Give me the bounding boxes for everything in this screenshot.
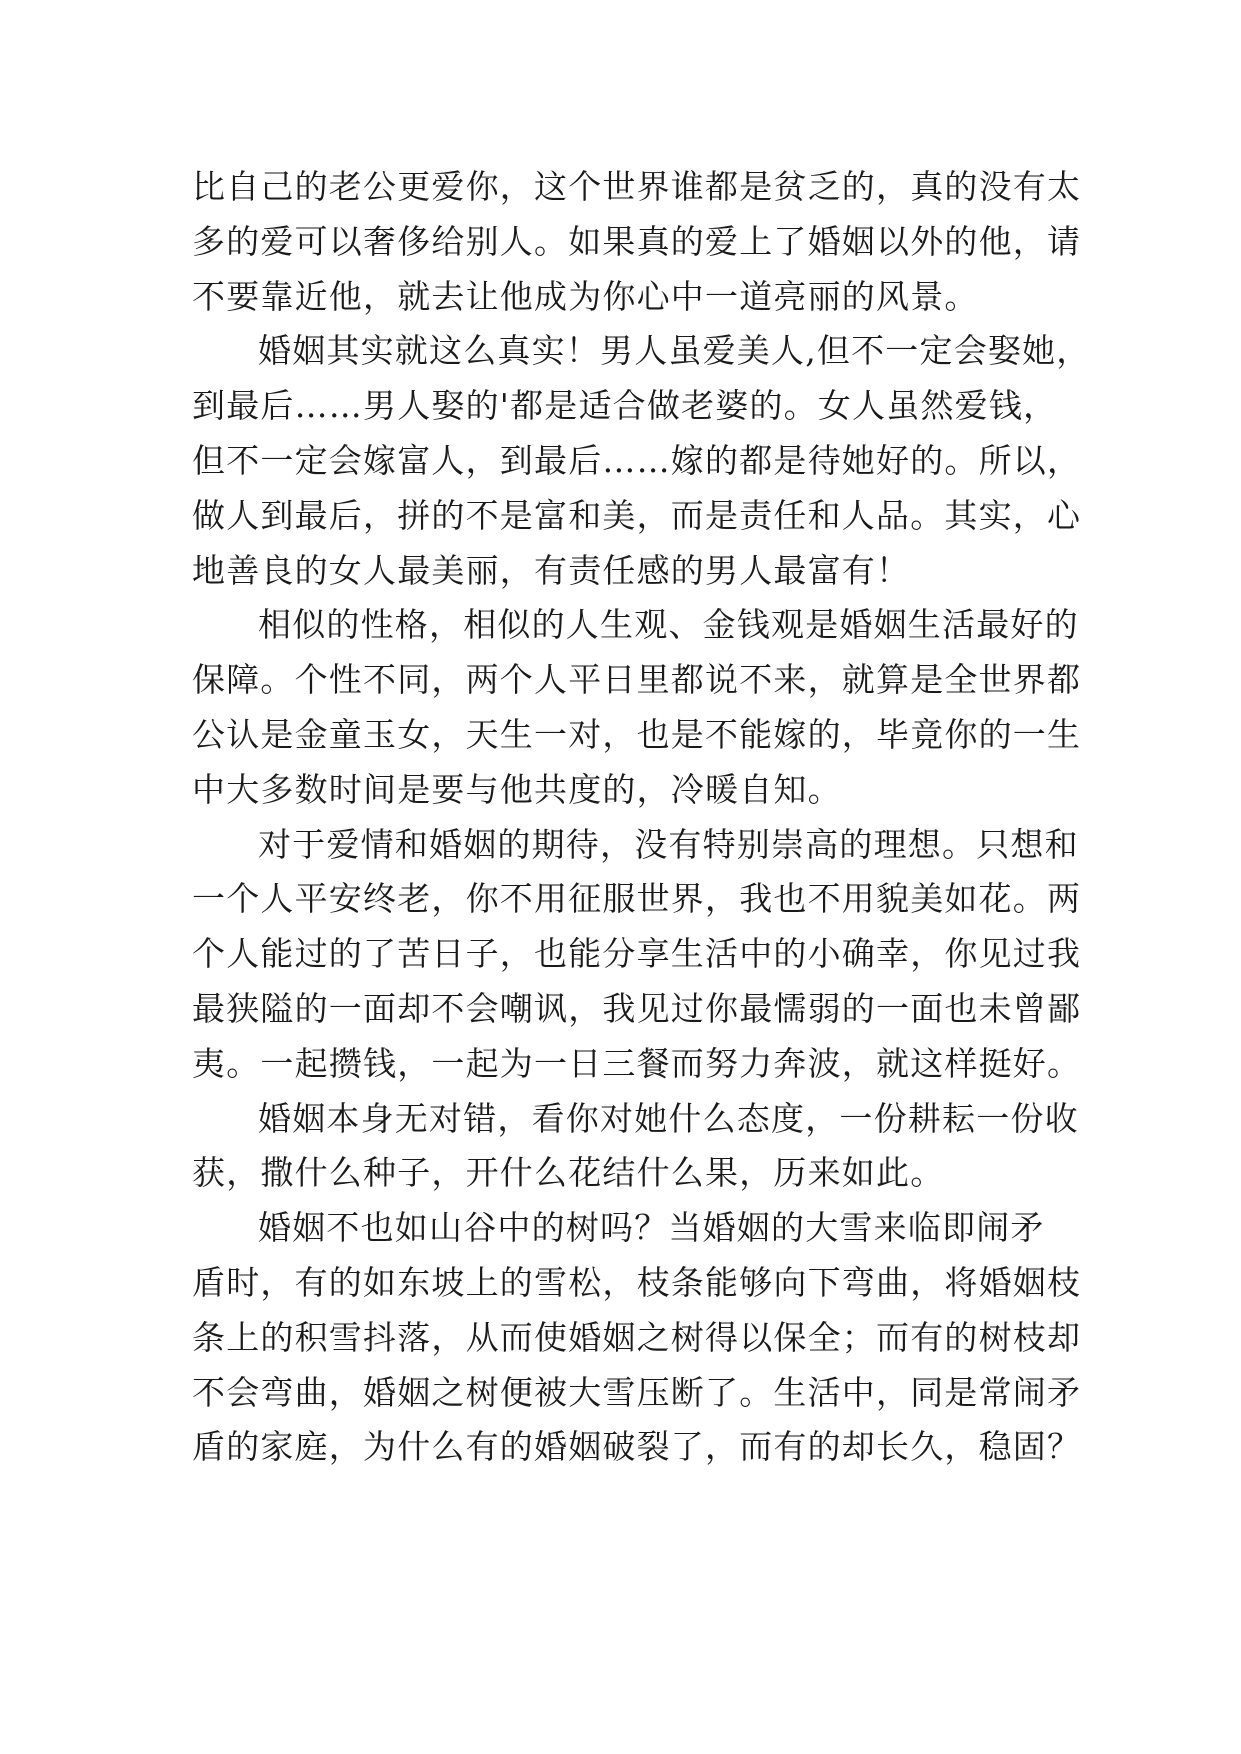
text-line: 夷。一起攒钱，一起为一日三餐而努力奔波，就这样挺好。 (192, 1043, 1082, 1083)
text-line: 做人到最后，拼的不是富和美，而是责任和人品。其实，心 (192, 495, 1082, 535)
text-line: 一个人平安终老，你不用征服世界，我也不用貌美如花。两 (192, 879, 1082, 919)
paragraph-first-line: 婚姻其实就这么真实！男人虽爱美人,但不一定会娶她， (258, 331, 1091, 371)
text-line: 公认是金童玉女，天生一对，也是不能嫁的，毕竟你的一生 (192, 714, 1082, 754)
text-line: 获，撒什么种子，开什么花结什么果，历来如此。 (192, 1153, 945, 1193)
text-line: 盾时，有的如东坡上的雪松，枝条能够向下弯曲，将婚姻枝 (192, 1262, 1082, 1302)
paragraph-first-line: 婚姻不也如山谷中的树吗？当婚姻的大雪来临即闹矛 (258, 1208, 1045, 1248)
body-text (192, 160, 1091, 1475)
text-line: 不要靠近他，就去让他成为你心中一道亮丽的风景。 (192, 276, 979, 316)
paragraph-first-line: 对于爱情和婚姻的期待，没有特别崇高的理想。只想和 (258, 824, 1079, 864)
text-line: 保障。个性不同，两个人平日里都说不来，就算是全世界都 (192, 660, 1082, 700)
text-line: 但不一定会嫁富人，到最后……嫁的都是待她好的。所以， (192, 440, 1082, 480)
text-line: 个人能过的了苦日子，也能分享生活中的小确幸，你见过我 (192, 934, 1082, 974)
paragraph-first-line: 婚姻本身无对错，看你对她什么态度，一份耕耘一份收 (258, 1098, 1079, 1138)
text-line: 条上的积雪抖落，从而使婚姻之树得以保全；而有的树枝却 (192, 1317, 1082, 1357)
paragraph-first-line: 相似的性格，相似的人生观、金钱观是婚姻生活最好的 (258, 605, 1079, 645)
text-line: 到最后……男人娶的'都是适合做老婆的。女人虽然爱钱， (192, 386, 1058, 426)
text-line: 不会弯曲，婚姻之树便被大雪压断了。生活中，同是常闹矛 (192, 1372, 1082, 1412)
text-line: 比自己的老公更爱你，这个世界谁都是贫乏的，真的没有太 (192, 167, 1082, 206)
text-line: 多的爱可以奢侈给别人。如果真的爱上了婚姻以外的他，请 (192, 221, 1082, 261)
text-line: 地善良的女人最美丽，有责任感的男人最富有！ (192, 550, 911, 590)
text-line: 中大多数时间是要与他共度的，冷暖自知。 (192, 769, 842, 809)
text-line: 最狭隘的一面却不会嘲讽，我见过你最懦弱的一面也未曾鄙 (192, 988, 1082, 1028)
text-line: 盾的家庭，为什么有的婚姻破裂了，而有的却长久，稳固？ (192, 1427, 1082, 1467)
